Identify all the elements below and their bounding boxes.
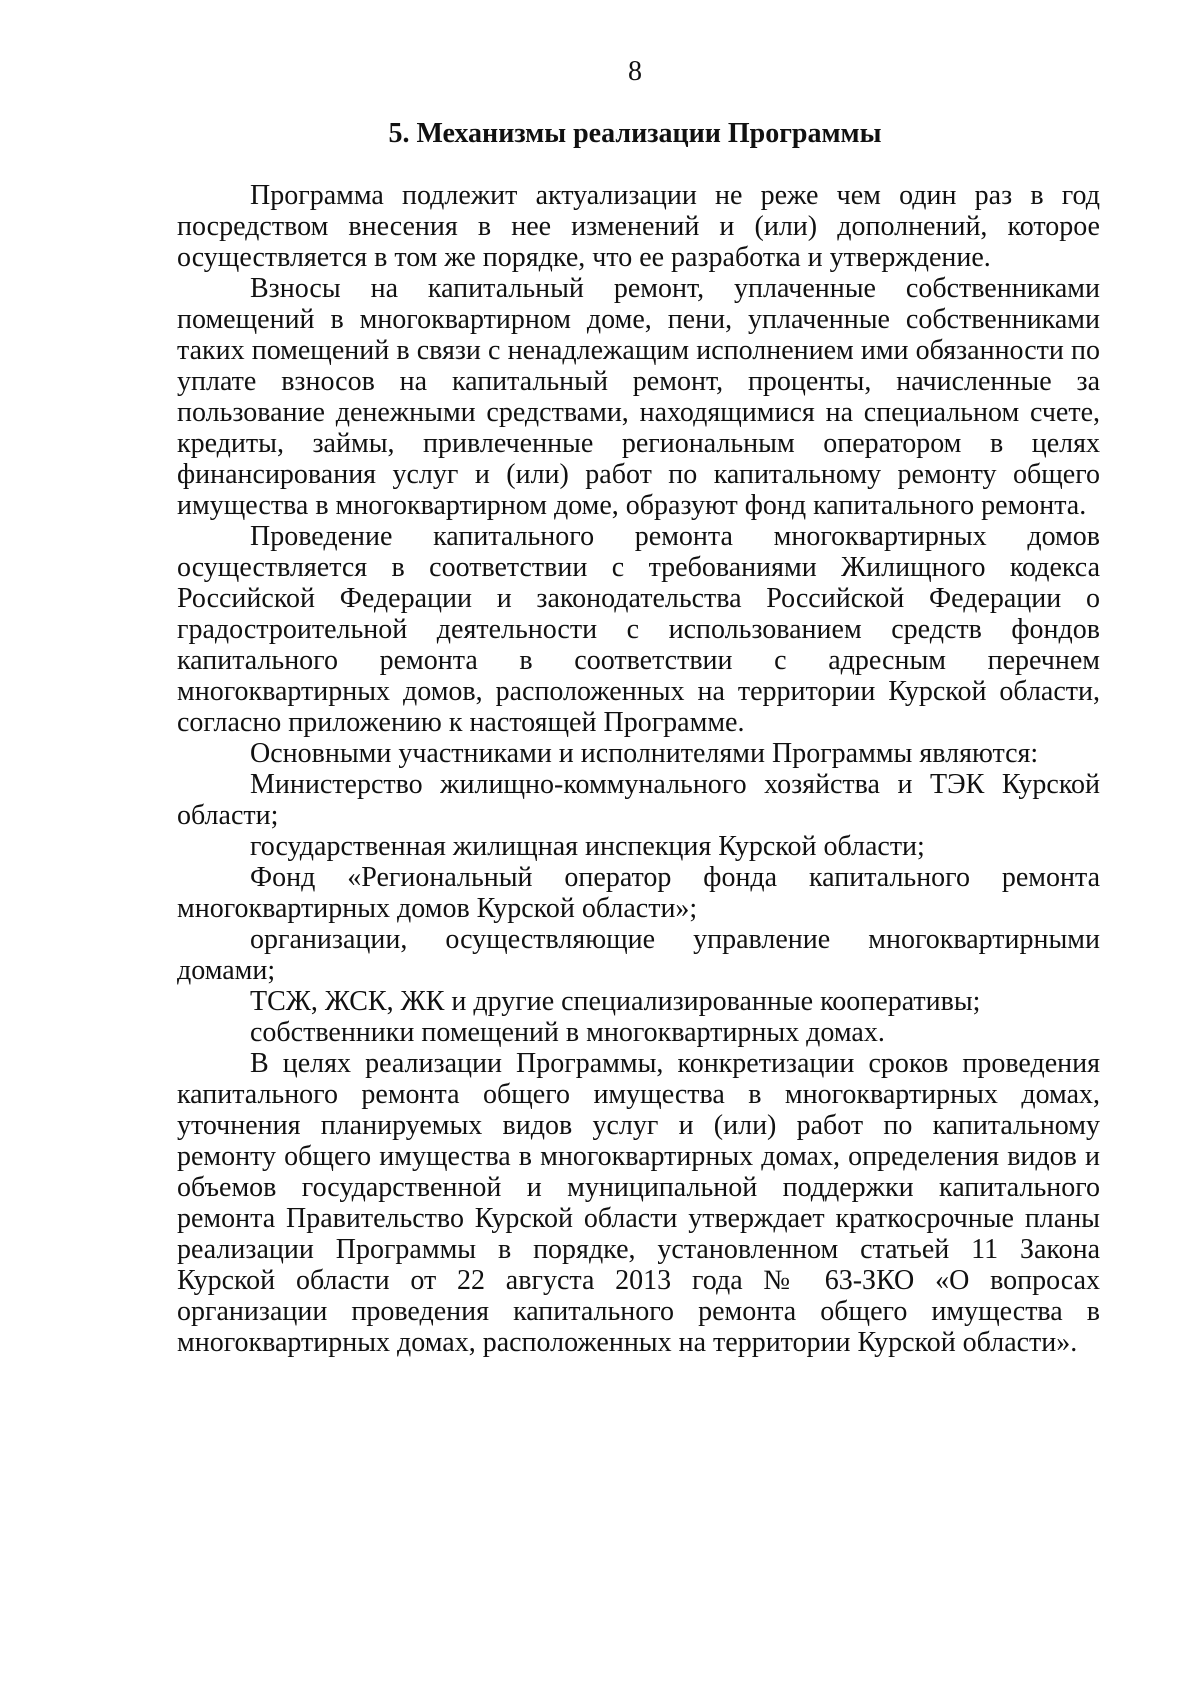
list-item: собственники помещений в многоквартирных домах. (250, 1017, 885, 1048)
list-item: Министерство жилищно-коммунального хозяйства и ТЭК Курской области; (177, 769, 1100, 831)
list-item: ТСЖ, ЖСК, ЖК и другие специализированные кооперативы; (250, 986, 981, 1017)
paragraph: Взносы на капитальный ремонт, уплаченные собственниками помещений в многоквартирном доме, пени, уплаченные собственниками таких помещений в связи с ненадлежащим исполнением ими обязанности по уплате взносов на капитальный ремонт, проценты, начисленные за пользование денежными средствами, находящимися на специальном счете, кредиты, займы, привлеченные региональным оператором в целях финансирования услуг и (или) работ по капитальному ремонту общего имущества в многоквартирном доме, образуют фонд капитального ремонта. (177, 273, 1100, 521)
body-text (177, 180, 1100, 1358)
list-item: Фонд «Региональный оператор фонда капитального ремонта многоквартирных домов Курской области»; (177, 862, 1100, 924)
section-title: 5. Механизмы реализации Программы (388, 118, 882, 149)
paragraph: Проведение капитального ремонта многоквартирных домов осуществляется в соответствии с требованиями Жилищного кодекса Российской Федерации и законодательства Российской Федерации о градостроительной деятельности с использованием средств фондов капитального ремонта в соответствии с адресным перечнем многоквартирных домов, расположенных на территории Курской области, согласно приложению к настоящей Программе. (177, 521, 1100, 738)
list-item: государственная жилищная инспекция Курской области; (250, 831, 925, 862)
list-item: организации, осуществляющие управление многоквартирными домами; (177, 924, 1100, 986)
page-number: 8 (628, 56, 642, 87)
paragraph: Программа подлежит актуализации не реже чем один раз в год посредством внесения в нее изменений и (или) дополнений, которое осуществляется в том же порядке, что ее разработка и утверждение. (177, 180, 1100, 273)
paragraph: Основными участниками и исполнителями Программы являются: (250, 738, 1039, 769)
paragraph: В целях реализации Программы, конкретизации сроков проведения капитального ремонта общего имущества в многоквартирных домах, уточнения планируемых видов услуг и (или) работ по капитальному ремонту общего имущества в многоквартирных домах, определения видов и объемов государственной и муниципальной поддержки капитального ремонта Правительство Курской области утверждает краткосрочные планы реализации Программы в порядке, установленном статьей 11 Закона Курской области от 22 августа 2013 года № 63-ЗКО «О вопросах организации проведения капитального ремонта общего имущества в многоквартирных домах, расположенных на территории Курской области». (177, 1048, 1100, 1358)
